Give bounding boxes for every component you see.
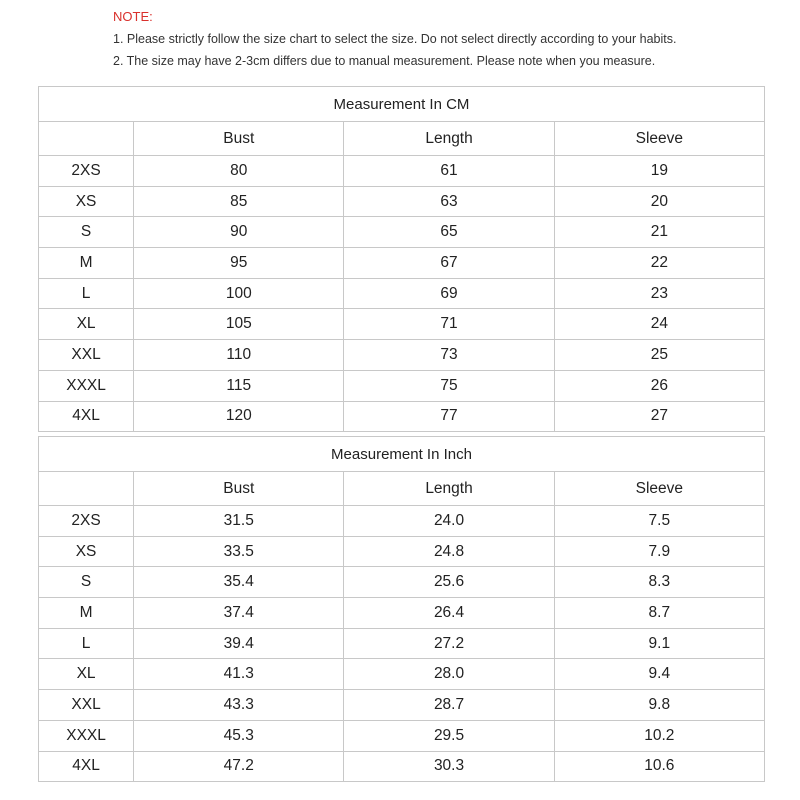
table-row <box>39 751 765 782</box>
sleeve-cell: 9.4 <box>554 659 764 690</box>
length-cell: 71 <box>344 309 554 340</box>
table-header-row <box>39 122 765 156</box>
table-row <box>39 720 765 751</box>
size-chart-cm <box>38 86 765 432</box>
sleeve-cell: 9.1 <box>554 628 764 659</box>
sleeve-cell: 20 <box>554 186 764 217</box>
bust-cell: 110 <box>134 340 344 371</box>
length-column-header: Length <box>344 472 554 506</box>
size-cell: XS <box>39 186 134 217</box>
length-cell: 24.8 <box>344 536 554 567</box>
size-cell: 4XL <box>39 401 134 432</box>
table-row <box>39 370 765 401</box>
size-note <box>113 6 676 72</box>
sleeve-column-header: Sleeve <box>554 472 764 506</box>
size-cell: XXL <box>39 690 134 721</box>
table-row <box>39 401 765 432</box>
sleeve-column-header: Sleeve <box>554 122 764 156</box>
table-row <box>39 156 765 187</box>
table-row <box>39 278 765 309</box>
table-row <box>39 659 765 690</box>
length-cell: 77 <box>344 401 554 432</box>
sleeve-cell: 21 <box>554 217 764 248</box>
size-cell: XXXL <box>39 370 134 401</box>
bust-cell: 33.5 <box>134 536 344 567</box>
length-cell: 61 <box>344 156 554 187</box>
length-cell: 27.2 <box>344 628 554 659</box>
note-title: NOTE: <box>113 9 153 24</box>
length-cell: 29.5 <box>344 720 554 751</box>
length-cell: 26.4 <box>344 598 554 629</box>
size-cell: L <box>39 278 134 309</box>
length-cell: 25.6 <box>344 567 554 598</box>
bust-cell: 41.3 <box>134 659 344 690</box>
size-chart-inch <box>38 436 765 782</box>
size-cell: XS <box>39 536 134 567</box>
length-cell: 30.3 <box>344 751 554 782</box>
size-cell: M <box>39 598 134 629</box>
size-cell: L <box>39 628 134 659</box>
bust-column-header: Bust <box>134 472 344 506</box>
bust-cell: 35.4 <box>134 567 344 598</box>
table-row <box>39 567 765 598</box>
size-column-header <box>39 472 134 506</box>
table-title: Measurement In CM <box>39 87 765 122</box>
bust-cell: 115 <box>134 370 344 401</box>
bust-cell: 100 <box>134 278 344 309</box>
table-row <box>39 506 765 537</box>
bust-column-header: Bust <box>134 122 344 156</box>
size-cell: XL <box>39 309 134 340</box>
bust-cell: 31.5 <box>134 506 344 537</box>
bust-cell: 47.2 <box>134 751 344 782</box>
bust-cell: 37.4 <box>134 598 344 629</box>
bust-cell: 90 <box>134 217 344 248</box>
sleeve-cell: 22 <box>554 248 764 279</box>
size-cell: XXL <box>39 340 134 371</box>
length-cell: 65 <box>344 217 554 248</box>
size-cell: 2XS <box>39 156 134 187</box>
length-cell: 69 <box>344 278 554 309</box>
length-cell: 24.0 <box>344 506 554 537</box>
bust-cell: 80 <box>134 156 344 187</box>
note-line-1: 1. Please strictly follow the size chart to select the size. Do not select directly according to your habits. <box>113 32 677 46</box>
bust-cell: 105 <box>134 309 344 340</box>
table-row <box>39 598 765 629</box>
sleeve-cell: 27 <box>554 401 764 432</box>
bust-cell: 43.3 <box>134 690 344 721</box>
bust-cell: 39.4 <box>134 628 344 659</box>
size-cell: XXXL <box>39 720 134 751</box>
sleeve-cell: 23 <box>554 278 764 309</box>
size-cell: M <box>39 248 134 279</box>
size-column-header <box>39 122 134 156</box>
table-row <box>39 628 765 659</box>
table-title: Measurement In Inch <box>39 437 765 472</box>
length-cell: 73 <box>344 340 554 371</box>
table-row <box>39 186 765 217</box>
table-row <box>39 690 765 721</box>
sleeve-cell: 25 <box>554 340 764 371</box>
table-row <box>39 309 765 340</box>
sleeve-cell: 7.9 <box>554 536 764 567</box>
bust-cell: 120 <box>134 401 344 432</box>
sleeve-cell: 9.8 <box>554 690 764 721</box>
sleeve-cell: 24 <box>554 309 764 340</box>
sleeve-cell: 8.3 <box>554 567 764 598</box>
table-row <box>39 248 765 279</box>
bust-cell: 85 <box>134 186 344 217</box>
size-cell: S <box>39 567 134 598</box>
note-line-2: 2. The size may have 2-3cm differs due to manual measurement. Please note when you measure. <box>113 54 656 68</box>
size-cell: 2XS <box>39 506 134 537</box>
table-row <box>39 536 765 567</box>
length-column-header: Length <box>344 122 554 156</box>
sleeve-cell: 8.7 <box>554 598 764 629</box>
sleeve-cell: 10.2 <box>554 720 764 751</box>
table-row <box>39 217 765 248</box>
bust-cell: 45.3 <box>134 720 344 751</box>
size-cell: 4XL <box>39 751 134 782</box>
sleeve-cell: 19 <box>554 156 764 187</box>
size-cell: S <box>39 217 134 248</box>
size-cell: XL <box>39 659 134 690</box>
table-row <box>39 340 765 371</box>
length-cell: 67 <box>344 248 554 279</box>
length-cell: 28.7 <box>344 690 554 721</box>
sleeve-cell: 7.5 <box>554 506 764 537</box>
sleeve-cell: 10.6 <box>554 751 764 782</box>
length-cell: 75 <box>344 370 554 401</box>
length-cell: 63 <box>344 186 554 217</box>
sleeve-cell: 26 <box>554 370 764 401</box>
table-header-row <box>39 472 765 506</box>
bust-cell: 95 <box>134 248 344 279</box>
length-cell: 28.0 <box>344 659 554 690</box>
